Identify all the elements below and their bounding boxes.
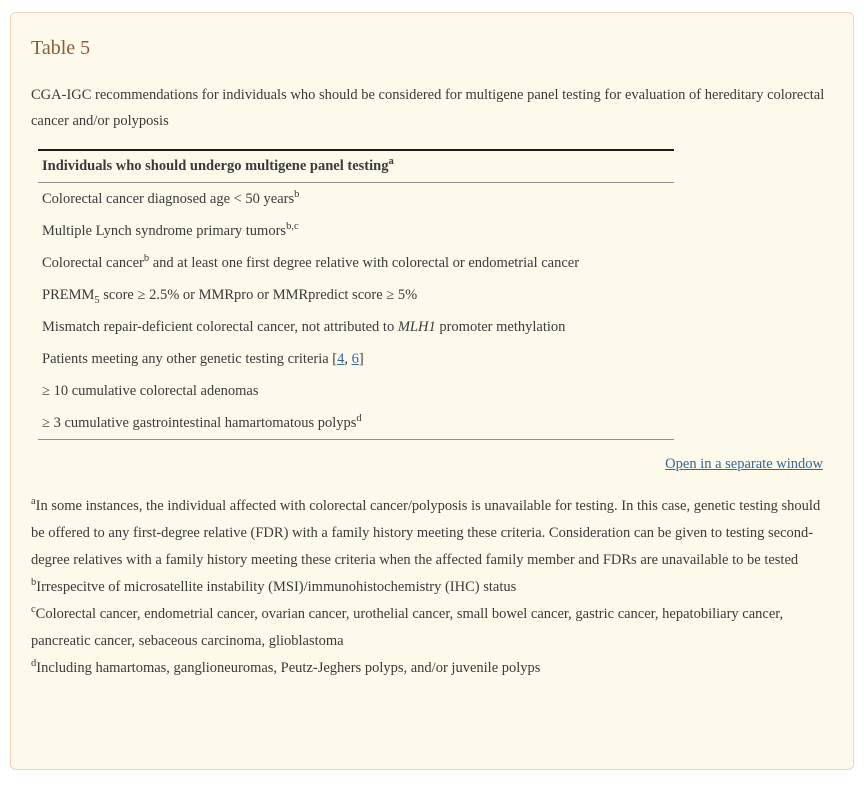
open-separate-window-link[interactable]: Open in a separate window bbox=[665, 456, 823, 472]
table-cell: $PREMM_5$ score ≥ 2.5% or MMRpro or MMRpredict score ≥ 5% bbox=[42, 287, 418, 306]
footnote: $^d$Including hamartomas, ganglioneuromas, Peutz-Jeghers polyps, and/or juvenile polyps bbox=[31, 658, 541, 676]
header-cell: Individuals who should undergo multigene panel testing$^a$ bbox=[38, 150, 674, 183]
table-body bbox=[38, 183, 674, 440]
footnote-marker: b bbox=[31, 577, 37, 589]
footnote: $^b$Irrespecitve of microsatellite instability (MSI)/immunohistochemistry (IHC) status bbox=[31, 577, 517, 595]
table-cell: ≥ 10 cumulative colorectal adenomas bbox=[42, 383, 259, 399]
table-cell: Colorectal cancer diagnosed age < 50 years$^b$ bbox=[42, 189, 300, 207]
recommendations-table bbox=[38, 149, 674, 440]
table-cell: Multiple Lynch syndrome primary tumors$^{b,c}$ bbox=[42, 221, 299, 239]
table-cell: Colorectal cancer$^b$ and at least one first degree relative with colorectal or endometrial cancer bbox=[42, 253, 580, 271]
footnote-marker: d bbox=[31, 658, 37, 670]
table-cell: ≥ 3 cumulative gastrointestinal hamartomatous polyps$^d$ bbox=[42, 413, 362, 431]
table-row bbox=[38, 215, 674, 247]
table-footnotes bbox=[31, 493, 833, 682]
citation-link[interactable]: 4 bbox=[337, 351, 345, 367]
table-wrap-panel bbox=[10, 12, 854, 770]
table-row bbox=[38, 247, 674, 279]
table-title: Table 5 bbox=[31, 37, 91, 59]
table-caption: CGA-IGC recommendations for individuals who should be considered for multigene panel testing for evaluation of hereditary colorectal cancer and/or polyposis bbox=[31, 87, 825, 129]
footnote: $^a$In some instances, the individual affected with colorectal cancer/polyposis is unavailable for testing. In this case, genetic testing should be offered to any first-degree relative (FDR) with a family history meeting these criteria. Consideration can be given to testing second-degree relatives with a family history meeting these criteria when the affected family member and FDRs are unavailable to be tested bbox=[31, 496, 821, 568]
table-row bbox=[38, 375, 674, 407]
table-row bbox=[38, 343, 674, 375]
table-row bbox=[38, 183, 674, 216]
table-row bbox=[38, 407, 674, 440]
header-row bbox=[38, 150, 674, 183]
table-cell: Patients meeting any other genetic testing criteria [4, 6] bbox=[42, 351, 364, 367]
footnote: $^c$Colorectal cancer, endometrial cancer, ovarian cancer, urothelial cancer, small bowel cancer, gastric cancer, hepatobiliary cancer, pancreatic cancer, sebaceous carcinoma, glioblastoma bbox=[31, 604, 784, 649]
table-cell: Mismatch repair-deficient colorectal cancer, not attributed to MLH1 promoter methylation bbox=[42, 319, 566, 335]
table-row bbox=[38, 311, 674, 343]
footnote-marker: a bbox=[31, 496, 36, 508]
table-head bbox=[38, 150, 674, 183]
open-link-row bbox=[31, 456, 823, 473]
citation-link[interactable]: 6 bbox=[351, 351, 359, 367]
footnote-marker: c bbox=[31, 604, 36, 616]
table-row bbox=[38, 279, 674, 311]
